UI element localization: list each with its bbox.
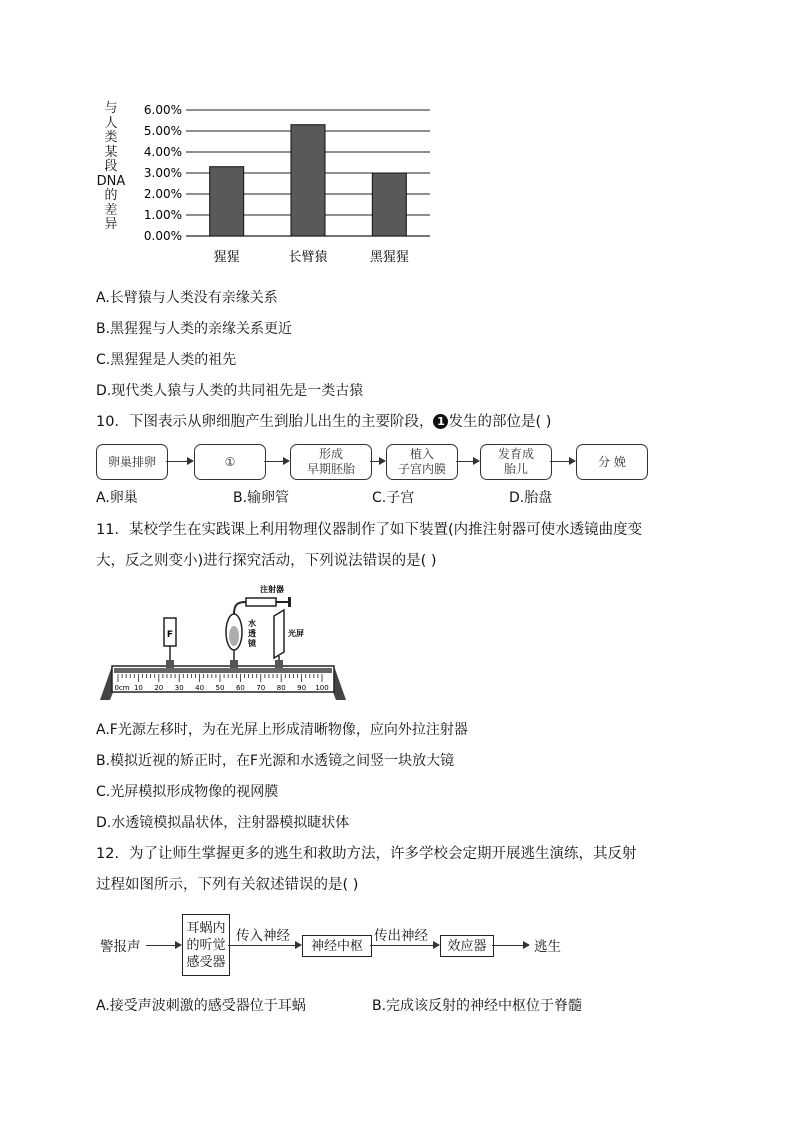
y-axis-label-char: 某	[104, 144, 118, 160]
flow-arrow	[550, 461, 574, 462]
flow-step-blank: ①	[194, 444, 266, 480]
scale-label: 60	[235, 684, 245, 692]
y-axis-label-char: 类	[104, 130, 118, 145]
x-category-label: 猩猩	[213, 250, 240, 265]
reflex-arrow	[146, 945, 180, 946]
q10-option-d[interactable]: D.胎盘	[509, 490, 553, 506]
reflex-arrow	[228, 945, 300, 946]
scale-label: 50	[215, 684, 225, 692]
syringe	[246, 598, 276, 606]
flow-step-fetus: 发育成 胎儿	[480, 444, 552, 480]
q10-stem	[96, 412, 551, 432]
auditory-receptor-box: 耳蜗内 的听觉 感受器	[182, 914, 230, 976]
scale-label: 30	[174, 684, 184, 692]
q12-stem-line1: 12．为了让师生掌握更多的逃生和救助方法，许多学校会定期开展逃生演练，其反射	[96, 846, 637, 862]
y-axis-label-char: 差	[104, 202, 118, 218]
q12-option-b[interactable]: B.完成该反射的神经中枢位于脊髓	[372, 998, 583, 1014]
lens-label-3: 镜	[248, 639, 256, 648]
bar-2	[291, 125, 325, 236]
flow-step-early-embryo: 形成 早期胚胎	[290, 444, 372, 480]
flow-arrow	[456, 461, 478, 462]
x-category-label: 黑猩猩	[369, 250, 409, 265]
escape-label: 逃生	[534, 939, 561, 955]
y-axis-label-char: 与	[104, 101, 118, 116]
reflex-arrow	[492, 945, 528, 946]
lens-label-2: 透	[248, 629, 256, 638]
flow-step-implantation: 植入 子宫内膜	[386, 444, 458, 480]
flow-step-birth: 分 娩	[576, 444, 648, 480]
q10-stem-after: 发生的部位是( )	[448, 414, 552, 430]
y-axis-label-char: 段	[104, 159, 118, 174]
scale-label: 80	[276, 684, 286, 692]
efferent-nerve-label: 传出神经	[374, 928, 428, 944]
flow-arrow	[166, 461, 192, 462]
scale-label: 90	[297, 684, 307, 692]
y-tick-label: 1.00%	[143, 208, 182, 222]
q10-option-c[interactable]: C.子宫	[372, 490, 415, 506]
flow-step-ovulation: 卵巢排卵	[96, 444, 168, 480]
chart-area	[96, 96, 446, 271]
reflex-arrow	[370, 945, 438, 946]
q12-option-a[interactable]: A.接受声波刺激的感受器位于耳蜗	[96, 998, 306, 1014]
y-axis-label-char: 异	[104, 217, 118, 232]
afferent-nerve-label: 传入神经	[236, 928, 290, 944]
y-tick-label: 6.00%	[143, 103, 182, 117]
nerve-center-box: 神经中枢	[302, 935, 372, 957]
q10-option-b[interactable]: B.输卵管	[233, 490, 290, 506]
scale-label: 100	[315, 684, 329, 692]
scale-label: 40	[195, 684, 205, 692]
syringe-label: 注射器	[260, 585, 284, 594]
bench-top-strip	[114, 668, 332, 673]
y-tick-label: 4.00%	[143, 145, 182, 159]
y-axis-label-char: 人	[104, 115, 118, 131]
q10-option-a[interactable]: A.卵巢	[96, 490, 138, 506]
y-tick-label: 0.00%	[143, 229, 182, 243]
y-tick-label: 3.00%	[143, 166, 182, 180]
flow-arrow	[370, 461, 384, 462]
scale-label: 70	[256, 684, 266, 692]
q11-option-c[interactable]: C.光屏模拟形成物像的视网膜	[96, 784, 279, 800]
scale-label: 20	[154, 684, 164, 692]
lens-label-1: 水	[248, 619, 256, 628]
x-category-label: 长臂猿	[288, 250, 328, 265]
y-axis-label-char: DNA	[96, 173, 126, 189]
alarm-sound-label: 警报声	[100, 939, 141, 955]
flow-arrow	[264, 461, 288, 462]
q9-option-d[interactable]: D.现代类人猿与人类的共同祖先是一类古猿	[96, 383, 364, 399]
optics-bench-diagram	[98, 582, 348, 704]
y-axis-label-char: 的	[104, 188, 118, 203]
effector-box: 效应器	[440, 935, 494, 957]
q11-stem-line2: 大，反之则变小)进行探究活动，下列说法错误的是( )	[96, 553, 437, 569]
q9-option-c[interactable]: C.黑猩猩是人类的祖先	[96, 352, 237, 368]
y-tick-label: 5.00%	[143, 124, 182, 138]
q11-option-b[interactable]: B.模拟近视的矫正时，在F光源和水透镜之间竖一块放大镜	[96, 753, 455, 769]
q12-stem-line2: 过程如图所示，下列有关叙述错误的是( )	[96, 877, 359, 893]
scale-label: 0cm	[114, 684, 130, 692]
f-source-label: F	[166, 630, 174, 640]
circled-number-mark: 1	[433, 414, 448, 429]
optics-apparatus-illustration	[98, 582, 348, 704]
q9-option-a[interactable]: A.长臂猿与人类没有亲缘关系	[96, 290, 278, 306]
q11-stem-line1: 11．某校学生在实践课上利用物理仪器制作了如下装置(内推注射器可使水透镜曲度变	[96, 522, 643, 538]
screen-label: 光屏	[288, 629, 304, 638]
q9-option-b[interactable]: B.黑猩猩与人类的亲缘关系更近	[96, 321, 293, 337]
light-screen	[274, 610, 284, 658]
dna-difference-bar-chart	[96, 96, 446, 271]
y-tick-label: 2.00%	[143, 187, 182, 201]
bar-1	[210, 167, 244, 236]
bar-3	[372, 173, 406, 236]
scale-label: 10	[133, 684, 143, 692]
q11-option-d[interactable]: D.水透镜模拟晶状体，注射器模拟睫状体	[96, 815, 350, 831]
q11-option-a[interactable]: A.F光源左移时，为在光屏上形成清晰物像，应向外拉注射器	[96, 722, 468, 738]
q10-stem-before: 10．下图表示从卵细胞产生到胎儿出生的主要阶段，	[96, 414, 434, 430]
